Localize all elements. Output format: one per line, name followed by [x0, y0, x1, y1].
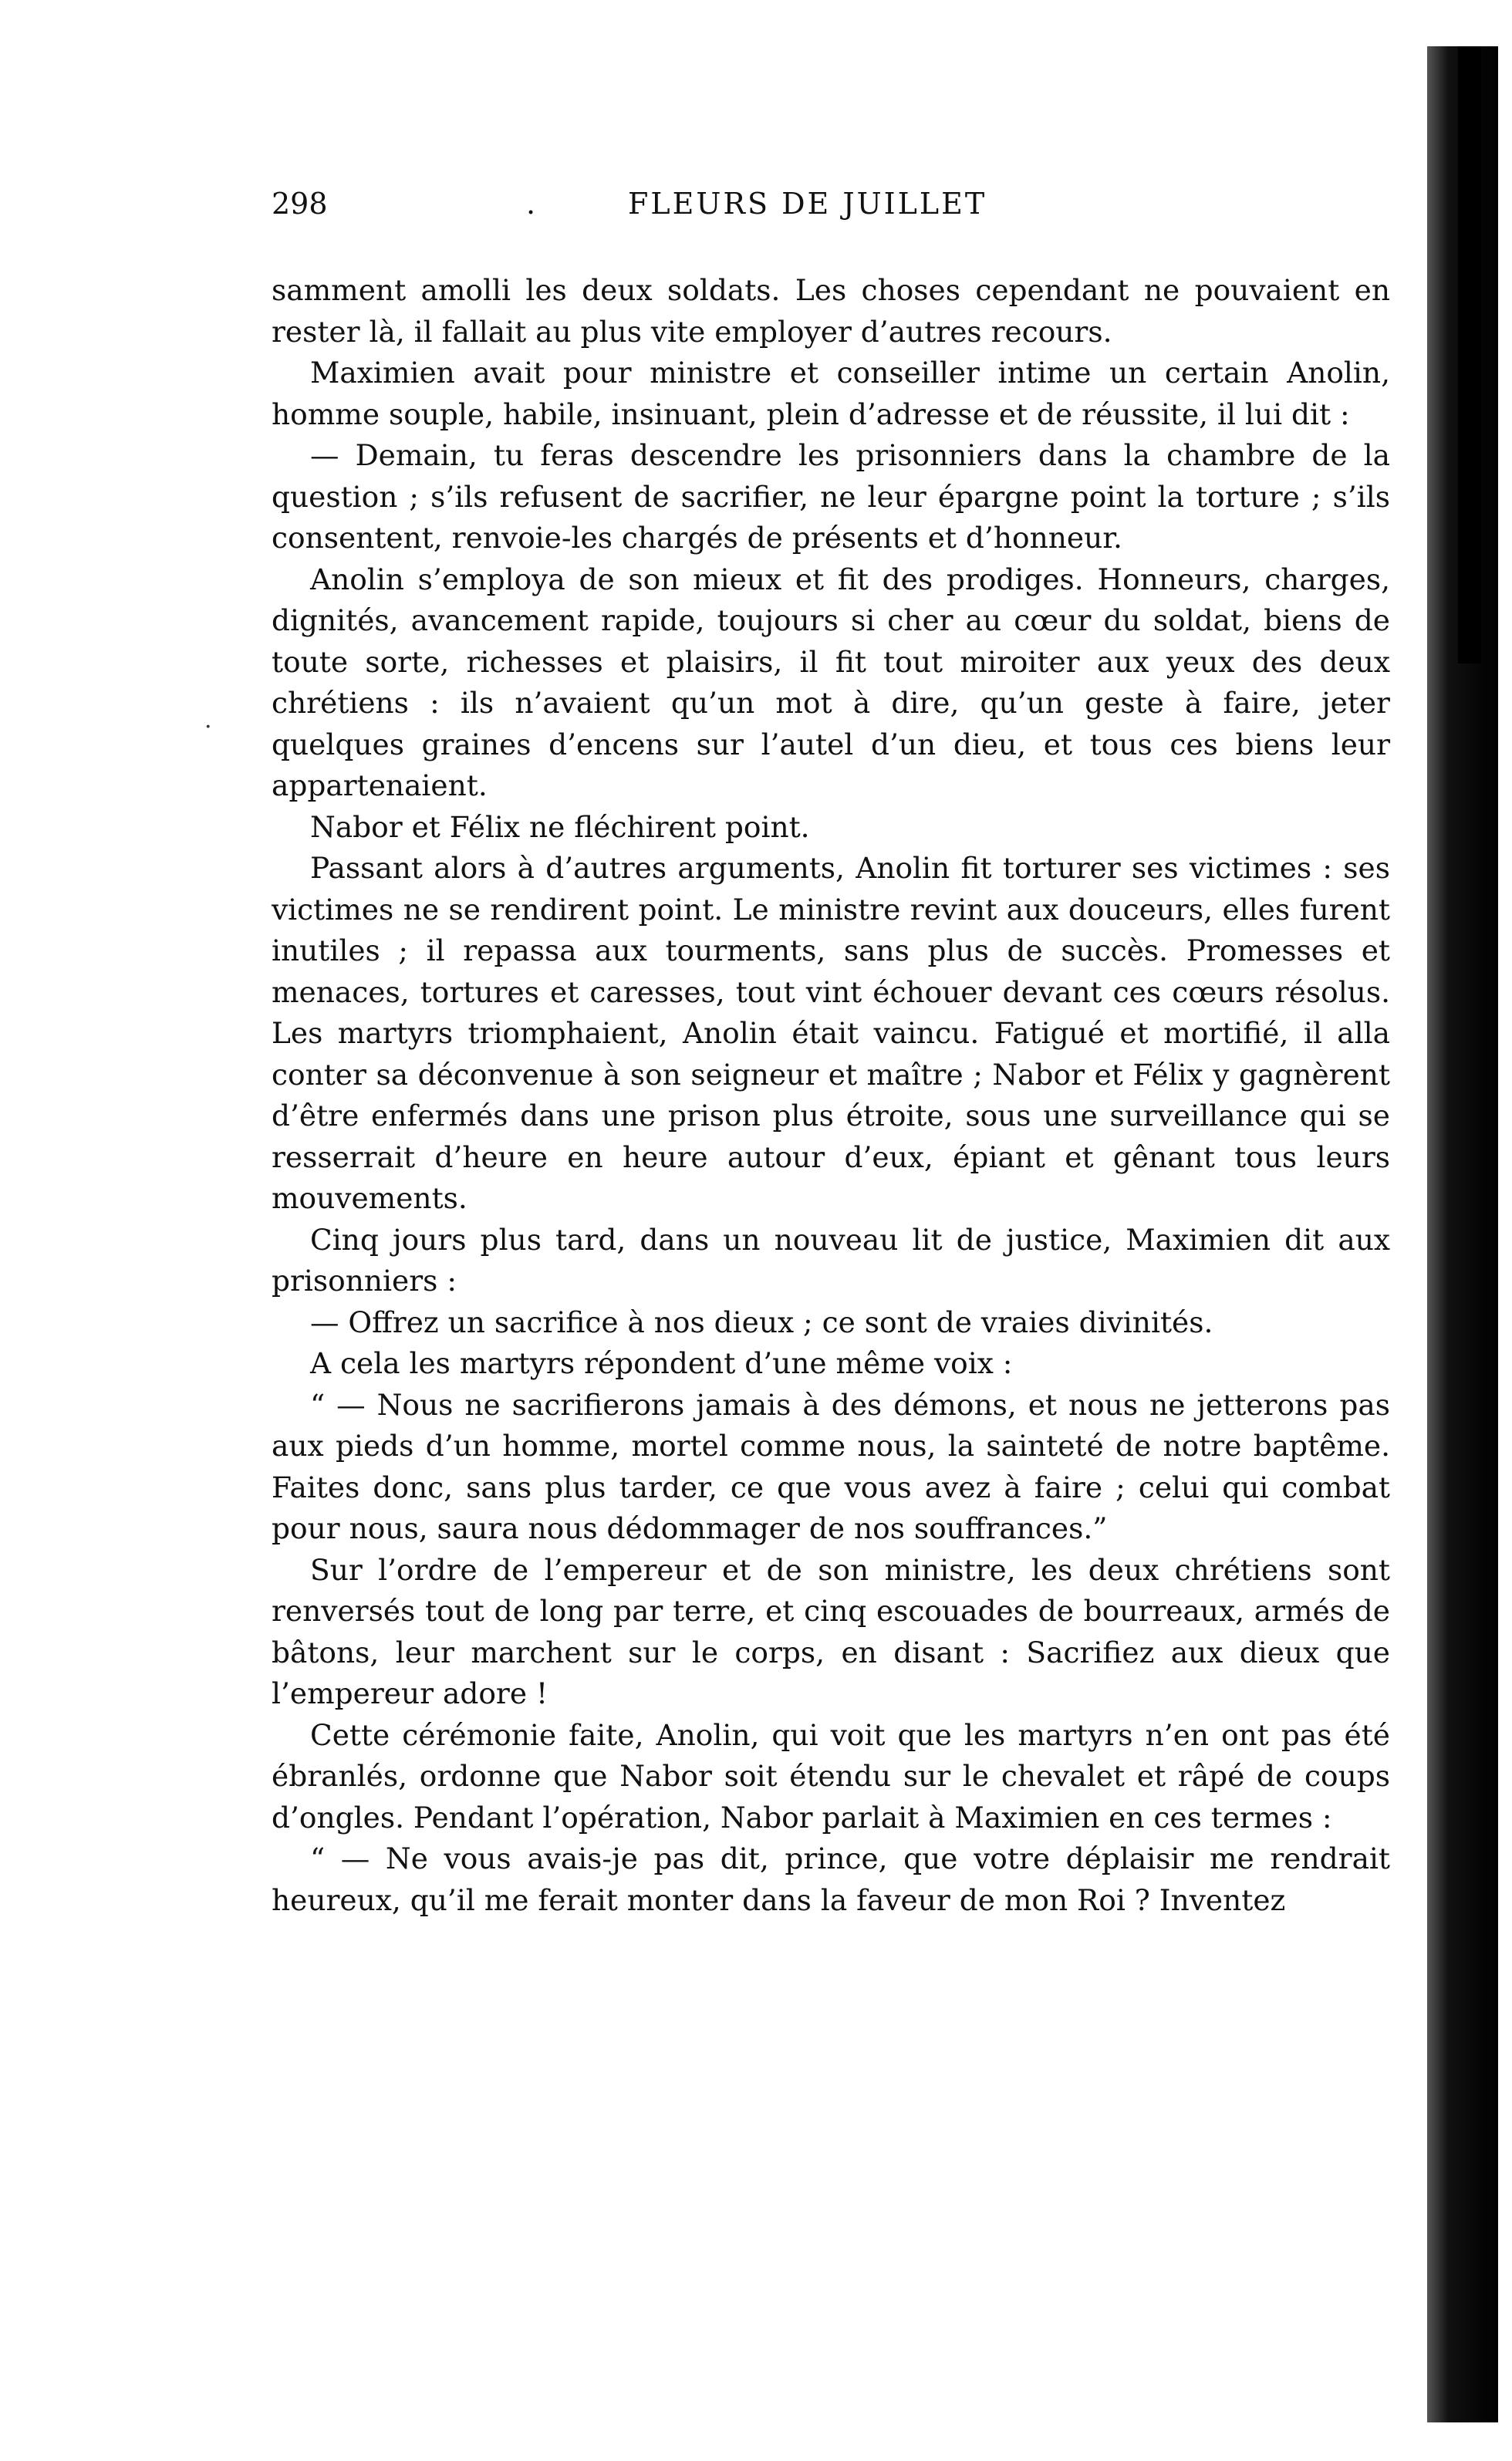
- scan-dark-edge-top: [1458, 46, 1481, 663]
- paragraph: A cela les martyrs répondent d’une même voix :: [310, 1346, 1013, 1380]
- header-dot: .: [526, 187, 536, 221]
- body-text: [272, 270, 1390, 1921]
- paragraph: — Offrez un sacrifice à nos dieux ; ce sont de vraies divinités.: [310, 1305, 1213, 1339]
- page-header: [272, 187, 1390, 233]
- paragraph: Passant alors à d’autres arguments, Anolin fit torturer ses victimes : ses victimes ne se rendirent point. Le ministre revint aux douceurs, elles furent inutiles ; il repassa aux tourments, sans plus de succès. Promesses et menaces, tortures et caresses, tout vint échouer devant ces cœurs résolus. Les martyrs triomphaient, Anolin était vaincu. Fatigué et mortifié, il alla conter sa déconvenue à son seigneur et maître ; Nabor et Félix y gagnèrent d’être enfermés dans une prison plus étroite, sous une surveillance qui se resserrait d’heure en heure autour d’eux, épiant et gênant tous leurs mouvements.: [272, 851, 1390, 1215]
- page-number: 298: [272, 187, 328, 221]
- running-title: FLEURS DE JUILLET: [628, 187, 987, 221]
- paragraph: Cette cérémonie faite, Anolin, qui voit que les martyrs n’en ont pas été ébranlés, ordonne que Nabor soit étendu sur le chevalet et râpé de coups d’ongles. Pendant l’opération, Nabor parlait à Maximien en ces termes :: [272, 1717, 1390, 1835]
- paragraph: — Demain, tu feras descendre les prisonniers dans la chambre de la question ; s’ils refusent de sacrifier, ne leur épargne point la torture ; s’ils consentent, renvoie-les chargés de présents et d’honneur.: [272, 438, 1390, 555]
- paragraph: samment amolli les deux soldats. Les choses cependant ne pouvaient en rester là, il fallait au plus vite employer d’autres recours.: [272, 273, 1390, 349]
- paragraph: Nabor et Félix ne fléchirent point.: [310, 809, 810, 844]
- paragraph: Anolin s’employa de son mieux et fit des prodiges. Honneurs, charges, dignités, avancement rapide, toujours si cher au cœur du soldat, biens de toute sorte, richesses et plaisirs, il fit tout miroiter aux yeux des deux chrétiens : ils n’avaient qu’un mot à dire, qu’un geste à faire, jeter quelques graines d’encens sur l’autel d’un dieu, et tous ces biens leur appartenaient.: [272, 562, 1390, 802]
- paragraph: Sur l’ordre de l’empereur et de son ministre, les deux chrétiens sont renversés tout de long par terre, et cinq escouades de bourreaux, armés de bâtons, leur marchent sur le corps, en disant : Sacrifiez aux dieux que l’empereur adore !: [272, 1552, 1390, 1710]
- paragraph: Maximien avait pour ministre et conseiller intime un certain Anolin, homme souple, habile, insinuant, plein d’adresse et de réussite, il lui dit :: [272, 356, 1390, 431]
- paragraph: “ — Ne vous avais-je pas dit, prince, que votre déplaisir me rendrait heureux, qu’il me ferait monter dans la faveur de mon Roi ? Inventez: [272, 1842, 1390, 1917]
- margin-mark: ·: [204, 714, 212, 741]
- paragraph: “ — Nous ne sacrifierons jamais à des démons, et nous ne jetterons pas aux pieds d’un homme, mortel comme nous, la sainteté de notre baptême. Faites donc, sans plus tarder, ce que vous avez à faire ; celui qui combat pour nous, saura nous dédommager de nos souffrances.”: [272, 1387, 1390, 1545]
- paragraph: Cinq jours plus tard, dans un nouveau lit de justice, Maximien dit aux prisonniers :: [272, 1222, 1390, 1298]
